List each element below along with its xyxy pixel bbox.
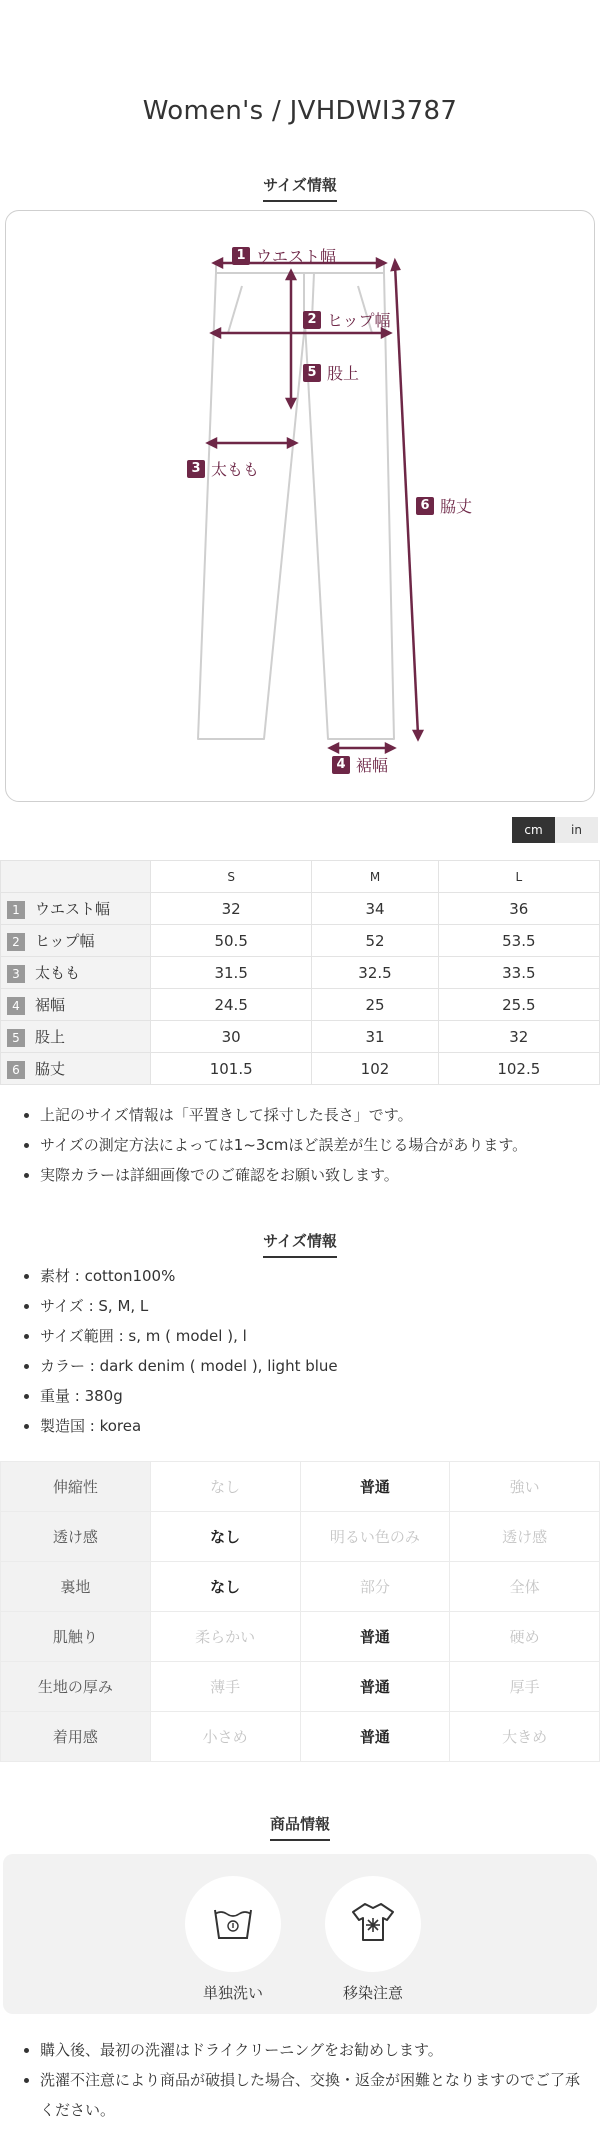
unit-in-button[interactable]: in bbox=[555, 817, 598, 843]
color-transfer-icon bbox=[349, 1898, 397, 1946]
product-title: Women's / JVHDWI3787 bbox=[142, 96, 458, 126]
list-item: • サイズ範囲 : s, m ( model ), l bbox=[40, 1321, 585, 1351]
property-option: 小さめ bbox=[150, 1712, 300, 1762]
property-label: 透け感 bbox=[1, 1512, 151, 1562]
property-option: 透け感 bbox=[450, 1512, 600, 1562]
unit-cm-button[interactable]: cm bbox=[512, 817, 555, 843]
property-option: 薄手 bbox=[150, 1662, 300, 1712]
property-label: 伸縮性 bbox=[1, 1462, 151, 1512]
list-item: • サイズの測定方法によっては1~3cmほど誤差が生じる場合があります。 bbox=[40, 1130, 585, 1160]
rise-label: 5 股上 bbox=[303, 361, 359, 384]
size-table-corner bbox=[1, 861, 151, 893]
list-item: • 洗濯不注意により商品が破損した場合、交換・返金が困難となりますのでご了承ください。 bbox=[40, 2065, 585, 2125]
property-label: 着用感 bbox=[1, 1712, 151, 1762]
outseam-label: 6 脇丈 bbox=[416, 494, 472, 517]
care-item-color-transfer: 移染注意 bbox=[323, 1876, 423, 2003]
hem-label: 4 裾幅 bbox=[332, 753, 388, 776]
size-notes bbox=[40, 1100, 585, 1190]
spec-list bbox=[40, 1261, 585, 1441]
table-row: 4 裾幅 24.5 25 25.5 bbox=[1, 989, 600, 1021]
property-label: 生地の厚み bbox=[1, 1662, 151, 1712]
care-instructions-panel bbox=[3, 1854, 597, 2014]
property-option: なし bbox=[150, 1462, 300, 1512]
list-item: • 実際カラーは詳細画像でのご確認をお願い致します。 bbox=[40, 1160, 585, 1190]
list-item: • カラー : dark denim ( model ), light blue bbox=[40, 1351, 585, 1381]
thigh-label: 3 太もも bbox=[187, 457, 259, 480]
list-item: • 購入後、最初の洗濯はドライクリーニングをお勧めします。 bbox=[40, 2035, 585, 2065]
table-row: 2 ヒップ幅 50.5 52 53.5 bbox=[1, 925, 600, 957]
care-item-hand-wash: 単独洗い bbox=[183, 1876, 283, 2003]
property-label: 裏地 bbox=[1, 1562, 151, 1612]
table-row: 1 ウエスト幅 32 34 36 bbox=[1, 893, 600, 925]
property-option: 全体 bbox=[450, 1562, 600, 1612]
list-item: • サイズ : S, M, L bbox=[40, 1291, 585, 1321]
unit-toggle bbox=[512, 817, 598, 843]
table-row: 6 脇丈 101.5 102 102.5 bbox=[1, 1053, 600, 1085]
property-option: 普通 bbox=[300, 1662, 450, 1712]
property-option: 明るい色のみ bbox=[300, 1512, 450, 1562]
property-option: 部分 bbox=[300, 1562, 450, 1612]
hand-wash-icon bbox=[209, 1898, 257, 1946]
list-item: • 上記のサイズ情報は「平置きして採寸した長さ」です。 bbox=[40, 1100, 585, 1130]
table-row bbox=[1, 1562, 600, 1612]
list-item: • 重量 : 380g bbox=[40, 1381, 585, 1411]
table-row: 3 太もも 31.5 32.5 33.5 bbox=[1, 957, 600, 989]
table-row: 5 股上 30 31 32 bbox=[1, 1021, 600, 1053]
table-row bbox=[1, 1462, 600, 1512]
fabric-properties-table bbox=[0, 1461, 600, 1762]
size-detail-heading: サイズ情報 bbox=[0, 1230, 600, 1258]
list-item: • 素材 : cotton100% bbox=[40, 1261, 585, 1291]
property-option: 大きめ bbox=[450, 1712, 600, 1762]
care-notes bbox=[40, 2035, 585, 2125]
size-table-header bbox=[1, 861, 600, 893]
property-option: なし bbox=[150, 1562, 300, 1612]
list-item: • 製造国 : korea bbox=[40, 1411, 585, 1441]
size-info-heading: サイズ情報 bbox=[0, 174, 600, 202]
property-option: 硬め bbox=[450, 1612, 600, 1662]
size-col-l: L bbox=[438, 861, 599, 893]
pants-outline-svg bbox=[6, 211, 596, 803]
size-table bbox=[0, 860, 600, 1085]
property-option: なし bbox=[150, 1512, 300, 1562]
size-col-m: M bbox=[312, 861, 438, 893]
hip-label: 2 ヒップ幅 bbox=[303, 308, 391, 331]
size-col-s: S bbox=[151, 861, 312, 893]
product-info-heading: 商品情報 bbox=[0, 1813, 600, 1841]
waist-label: 1 ウエスト幅 bbox=[232, 244, 336, 267]
pants-size-diagram bbox=[5, 210, 595, 802]
property-option: 強い bbox=[450, 1462, 600, 1512]
property-option: 普通 bbox=[300, 1712, 450, 1762]
table-row bbox=[1, 1612, 600, 1662]
property-option: 柔らかい bbox=[150, 1612, 300, 1662]
table-row bbox=[1, 1712, 600, 1762]
property-option: 厚手 bbox=[450, 1662, 600, 1712]
table-row bbox=[1, 1512, 600, 1562]
property-option: 普通 bbox=[300, 1612, 450, 1662]
table-row bbox=[1, 1662, 600, 1712]
property-label: 肌触り bbox=[1, 1612, 151, 1662]
property-option: 普通 bbox=[300, 1462, 450, 1512]
